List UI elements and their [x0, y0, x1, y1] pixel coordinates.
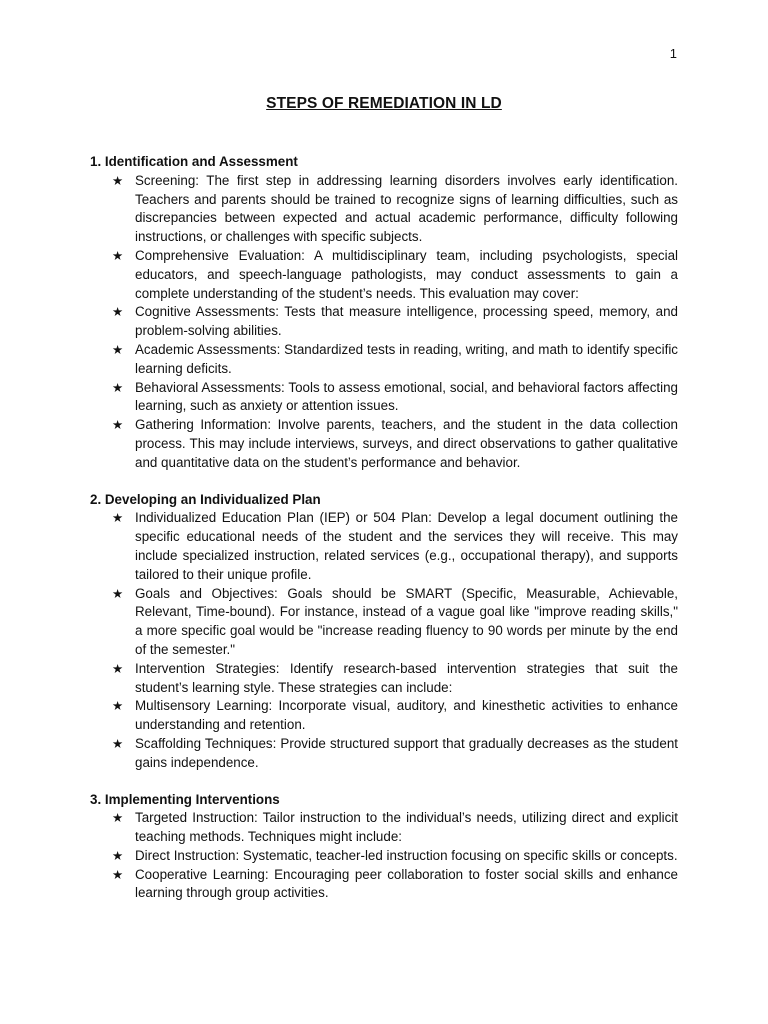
star-icon: ★	[112, 341, 124, 357]
document-body	[90, 153, 678, 921]
list-item-text: Behavioral Assessments: Tools to assess emotional, social, and behavioral factors affecting learning, such as anxiety or attention issues.	[135, 379, 678, 414]
star-icon: ★	[112, 510, 124, 526]
list-item	[90, 509, 678, 584]
list-item	[90, 809, 678, 847]
list-item-text: Academic Assessments: Standardized tests in reading, writing, and math to identify specific learning deficits.	[135, 341, 678, 376]
list-item-text: Direct Instruction: Systematic, teacher-led instruction focusing on specific skills or concepts.	[135, 847, 678, 863]
list-item	[90, 247, 678, 303]
section-1	[90, 153, 678, 473]
star-icon: ★	[112, 172, 124, 188]
list-item	[90, 735, 678, 773]
star-icon: ★	[112, 847, 124, 863]
list-item	[90, 341, 678, 379]
star-icon: ★	[112, 417, 124, 433]
section-heading: 2. Developing an Individualized Plan	[90, 491, 321, 507]
star-icon: ★	[112, 660, 124, 676]
list-item-text: Comprehensive Evaluation: A multidisciplinary team, including psychologists, special educators, and speech-language pathologists, may conduct assessments to gain a complete understanding of the student’s needs. This evaluation may cover:	[135, 247, 678, 301]
star-icon: ★	[112, 304, 124, 320]
list-item	[90, 379, 678, 417]
list-item-text: Individualized Education Plan (IEP) or 504 Plan: Develop a legal document outlining the specific educational needs of the student and the services they will receive. This may include specialized instruction, related services (e.g., occupational therapy), and supports tailored to their unique profile.	[135, 510, 678, 582]
list-item	[90, 172, 678, 247]
list-item	[90, 866, 678, 904]
list-item-text: Multisensory Learning: Incorporate visual, auditory, and kinesthetic activities to enhance understanding and retention.	[135, 698, 678, 733]
star-icon: ★	[112, 247, 124, 263]
bullet-list	[90, 809, 678, 903]
star-icon: ★	[112, 585, 124, 601]
list-item	[90, 585, 678, 660]
star-icon: ★	[112, 866, 124, 882]
list-item-text: Cognitive Assessments: Tests that measure intelligence, processing speed, memory, and problem-solving abilities.	[135, 304, 678, 339]
bullet-list	[90, 509, 678, 772]
list-item-text: Scaffolding Techniques: Provide structured support that gradually decreases as the student gains independence.	[135, 735, 678, 770]
star-icon: ★	[112, 698, 124, 714]
list-item	[90, 697, 678, 735]
star-icon: ★	[112, 379, 124, 395]
list-item-text: Gathering Information: Involve parents, teachers, and the student in the data collection process. This may include interviews, surveys, and direct observations to gather qualitative and quantitative data on the student’s performance and behavior.	[135, 417, 678, 470]
page-number: 1	[669, 46, 677, 61]
list-item-text: Intervention Strategies: Identify research-based intervention strategies that suit the student’s learning style. These strategies can include:	[135, 660, 678, 695]
section-3	[90, 791, 678, 904]
star-icon: ★	[112, 735, 124, 751]
bullet-list	[90, 172, 678, 473]
document-title: STEPS OF REMEDIATION IN LD	[266, 95, 502, 112]
list-item	[90, 847, 678, 866]
star-icon: ★	[112, 810, 124, 826]
list-item-text: Targeted Instruction: Tailor instruction to the individual’s needs, utilizing direct and explicit teaching methods. Techniques might include:	[135, 810, 678, 845]
list-item-text: Goals and Objectives: Goals should be SMART (Specific, Measurable, Achievable, Relevant, Time-bound). For instance, instead of a vague goal like "improve reading skills," a more specific goal would be "increase reading fluency to 90 words per minute by the end of the semester."	[135, 585, 678, 657]
section-heading: 1. Identification and Assessment	[90, 154, 298, 169]
list-item-text: Screening: The first step in addressing learning disorders involves early identification. Teachers and parents should be trained to recognize signs of learning difficulties, such as discrepancies between expected and actual academic performance, difficulty following instructions, or challenges with specific subjects.	[135, 172, 678, 245]
section-heading: 3. Implementing Interventions	[90, 791, 280, 807]
list-item-text: Cooperative Learning: Encouraging peer collaboration to foster social skills and enhance learning through group activities.	[135, 866, 678, 901]
list-item	[90, 416, 678, 472]
list-item	[90, 303, 678, 341]
list-item	[90, 660, 678, 698]
section-2	[90, 491, 678, 773]
